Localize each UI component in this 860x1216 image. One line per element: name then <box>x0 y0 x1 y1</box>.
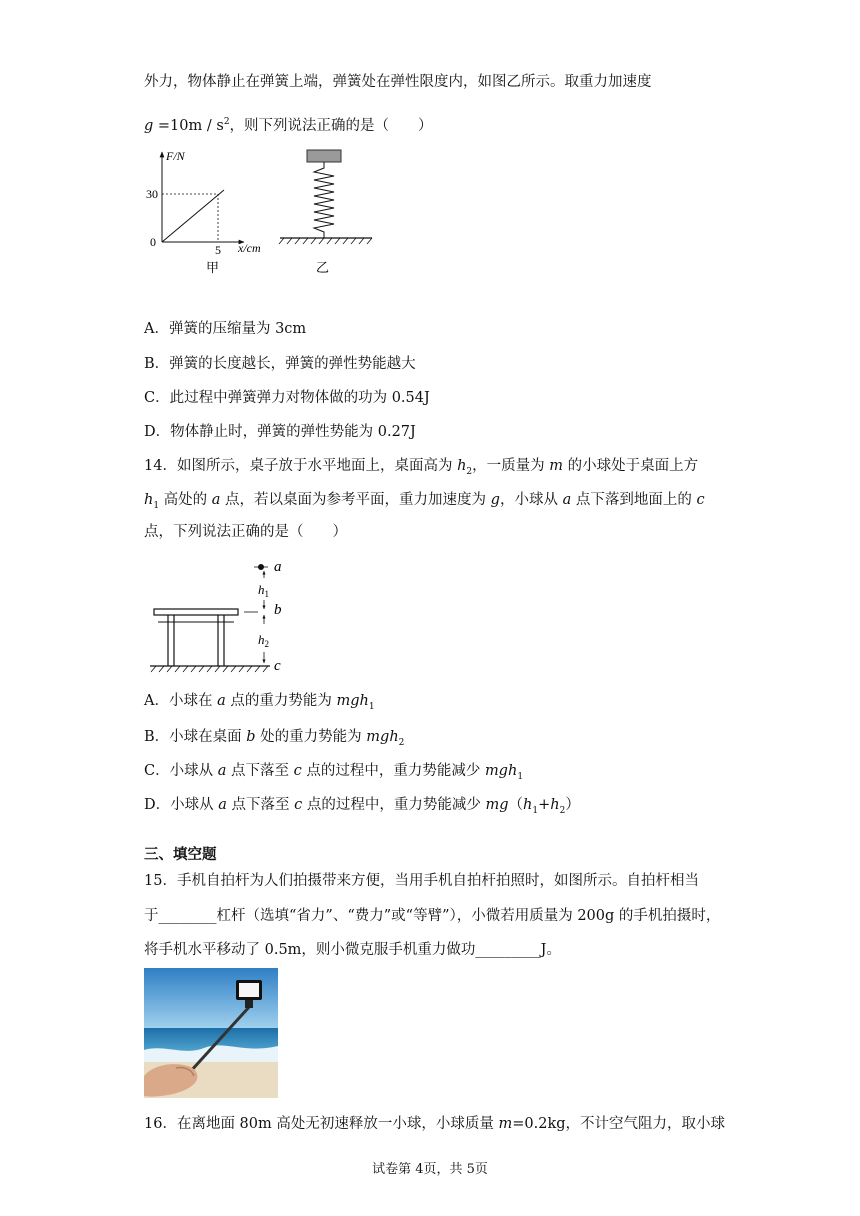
selfie-stick-photo <box>144 968 278 1098</box>
q15-text-line2: 于________杠杆（选填“省力”、“费力”或“等臂”），小微若用质量为 200g 的手机拍摄时， <box>144 908 721 924</box>
q14-d-h2: h <box>550 797 560 813</box>
q14-d-1: D．小球从 <box>144 797 219 813</box>
section-title-fill-in: 三、填空题 <box>144 846 217 863</box>
q16-text-line1 <box>144 1114 725 1134</box>
q14-b-1: B．小球在桌面 <box>144 729 247 745</box>
q13-option-b: B．弹簧的长度越长，弹簧的弹性势能越大 <box>144 356 416 372</box>
q14-d-paren-open: （ <box>508 797 523 813</box>
q14-a-pa: a <box>217 693 226 709</box>
q14-d-pc: c <box>294 797 303 813</box>
q14-d-3: 点的过程中，重力势能减少 <box>302 797 486 813</box>
q16-a: 16．在离地面 80m 高处无初速释放一小球，小球质量 <box>144 1116 499 1132</box>
q14-l2-pc: c <box>696 492 705 508</box>
q14-b-mgh: mgh <box>366 729 399 745</box>
q14-d-s2: 2 <box>559 805 566 816</box>
q14-l1-h: h <box>457 458 467 474</box>
q13-text-line1: 外力，物体静止在弹簧上端，弹簧处在弹性限度内，如图乙所示。取重力加速度 <box>144 74 652 90</box>
y-axis-label: F/N <box>166 149 185 163</box>
q14-l2-b: 点，若以桌面为参考平面，重力加速度为 <box>220 492 491 508</box>
spring-coil <box>314 162 334 238</box>
figure-table-ball <box>146 556 296 676</box>
q14-l2-h: h <box>144 492 154 508</box>
q14-a-2: 点的重力势能为 <box>225 693 337 709</box>
q14-d-mg: mg <box>485 797 509 813</box>
x-axis-label: x/cm <box>238 241 261 255</box>
q14-option-b <box>144 727 404 753</box>
q14-b-2: 处的重力势能为 <box>255 729 367 745</box>
q14-d-paren-close: ） <box>565 797 580 813</box>
q14-b-pb: b <box>246 729 256 745</box>
q13-option-a: A．弹簧的压缩量为 3cm <box>144 321 307 337</box>
q14-l1-a: 14．如图所示，桌子放于水平地面上，桌面高为 <box>144 458 458 474</box>
g-symbol: g <box>144 117 154 134</box>
q14-l1-m: m <box>549 458 563 474</box>
q14-d-2: 点下落至 <box>226 797 295 813</box>
q14-l2-pa2: a <box>562 492 572 508</box>
caption-jia: 甲 <box>206 260 220 275</box>
q14-text-line3: 点，下列说法正确的是（ ） <box>144 524 347 540</box>
q14-c-pc: c <box>293 763 302 779</box>
q14-l1-b: ，一质量为 <box>472 458 550 474</box>
q14-l1-c: 的小球处于桌面上方 <box>563 458 699 474</box>
q14-l1-sub: 2 <box>466 466 473 477</box>
q14-option-c <box>144 761 523 787</box>
q13-option-c: C．此过程中弹簧弹力对物体做的功为 0.54J <box>144 390 430 406</box>
tick-30: 30 <box>146 187 158 201</box>
q14-text-line2 <box>144 490 705 516</box>
force-line <box>162 190 224 242</box>
q13-option-d: D．物体静止时，弹簧的弹性势能为 0.27J <box>144 424 416 440</box>
q15-text-line1: 15．手机自拍杆为人们拍摄带来方便，当用手机自拍杆拍照时，如图所示。自拍杆相当 <box>144 873 699 889</box>
label-b: b <box>274 602 282 618</box>
block <box>307 150 341 162</box>
tabletop <box>154 609 238 615</box>
figure-yi-spring <box>276 148 376 276</box>
g-value: =10m / s <box>153 117 224 134</box>
q16-b: =0.2kg，不计空气阻力，取小球 <box>512 1116 726 1132</box>
label-a: a <box>274 559 282 575</box>
ground-hatch <box>279 238 372 244</box>
q14-d-pa: a <box>218 797 227 813</box>
q14-b-sub: 2 <box>398 737 405 748</box>
g-exponent: 2 <box>223 117 230 127</box>
tick-5: 5 <box>215 243 221 257</box>
q14-a-sub: 1 <box>368 701 375 712</box>
q14-c-3: 点的过程中，重力势能减少 <box>301 763 485 779</box>
q14-c-sub: 1 <box>517 771 524 782</box>
q14-option-d <box>144 795 580 821</box>
q14-l2-c: ，小球从 <box>499 492 563 508</box>
q14-d-h1: h <box>523 797 533 813</box>
q14-l2-pa: a <box>211 492 221 508</box>
q14-a-1: A．小球在 <box>144 693 218 709</box>
q13-question-end: ，则下列说法正确的是（ ） <box>229 117 433 134</box>
tick-0: 0 <box>150 235 156 249</box>
selfie-stick-illustration <box>144 968 278 1098</box>
floor-hatch <box>151 666 268 672</box>
q14-c-pa: a <box>217 763 227 779</box>
q16-m: m <box>498 1116 513 1132</box>
q14-d-s1: 1 <box>532 805 539 816</box>
page-footer: 试卷第 4页，共 5页 <box>372 1162 488 1177</box>
q14-text-line1 <box>144 456 698 482</box>
figure-jia-graph <box>144 148 274 276</box>
q13-text-line2 <box>144 112 433 136</box>
q14-d-plus: + <box>538 797 551 813</box>
label-h1: $h_1$ <box>258 582 269 599</box>
q15-text-line3: 将手机水平移动了 0.5m，则小微克服手机重力做功_________J。 <box>144 942 561 958</box>
q14-c-1: C．小球从 <box>144 763 218 779</box>
q14-c-mgh: mgh <box>484 763 518 779</box>
q14-l2-g: g <box>490 492 500 508</box>
q14-l2-d: 点下落到地面上的 <box>571 492 697 508</box>
q14-c-2: 点下落至 <box>226 763 294 779</box>
label-c: c <box>274 658 281 674</box>
q14-l2-a: 高处的 <box>159 492 212 508</box>
caption-yi: 乙 <box>316 260 330 275</box>
q14-l2-sub: 1 <box>153 500 160 511</box>
q14-a-mgh: mgh <box>336 693 369 709</box>
label-h2: $h_2$ <box>258 632 269 649</box>
q14-option-a <box>144 691 375 717</box>
